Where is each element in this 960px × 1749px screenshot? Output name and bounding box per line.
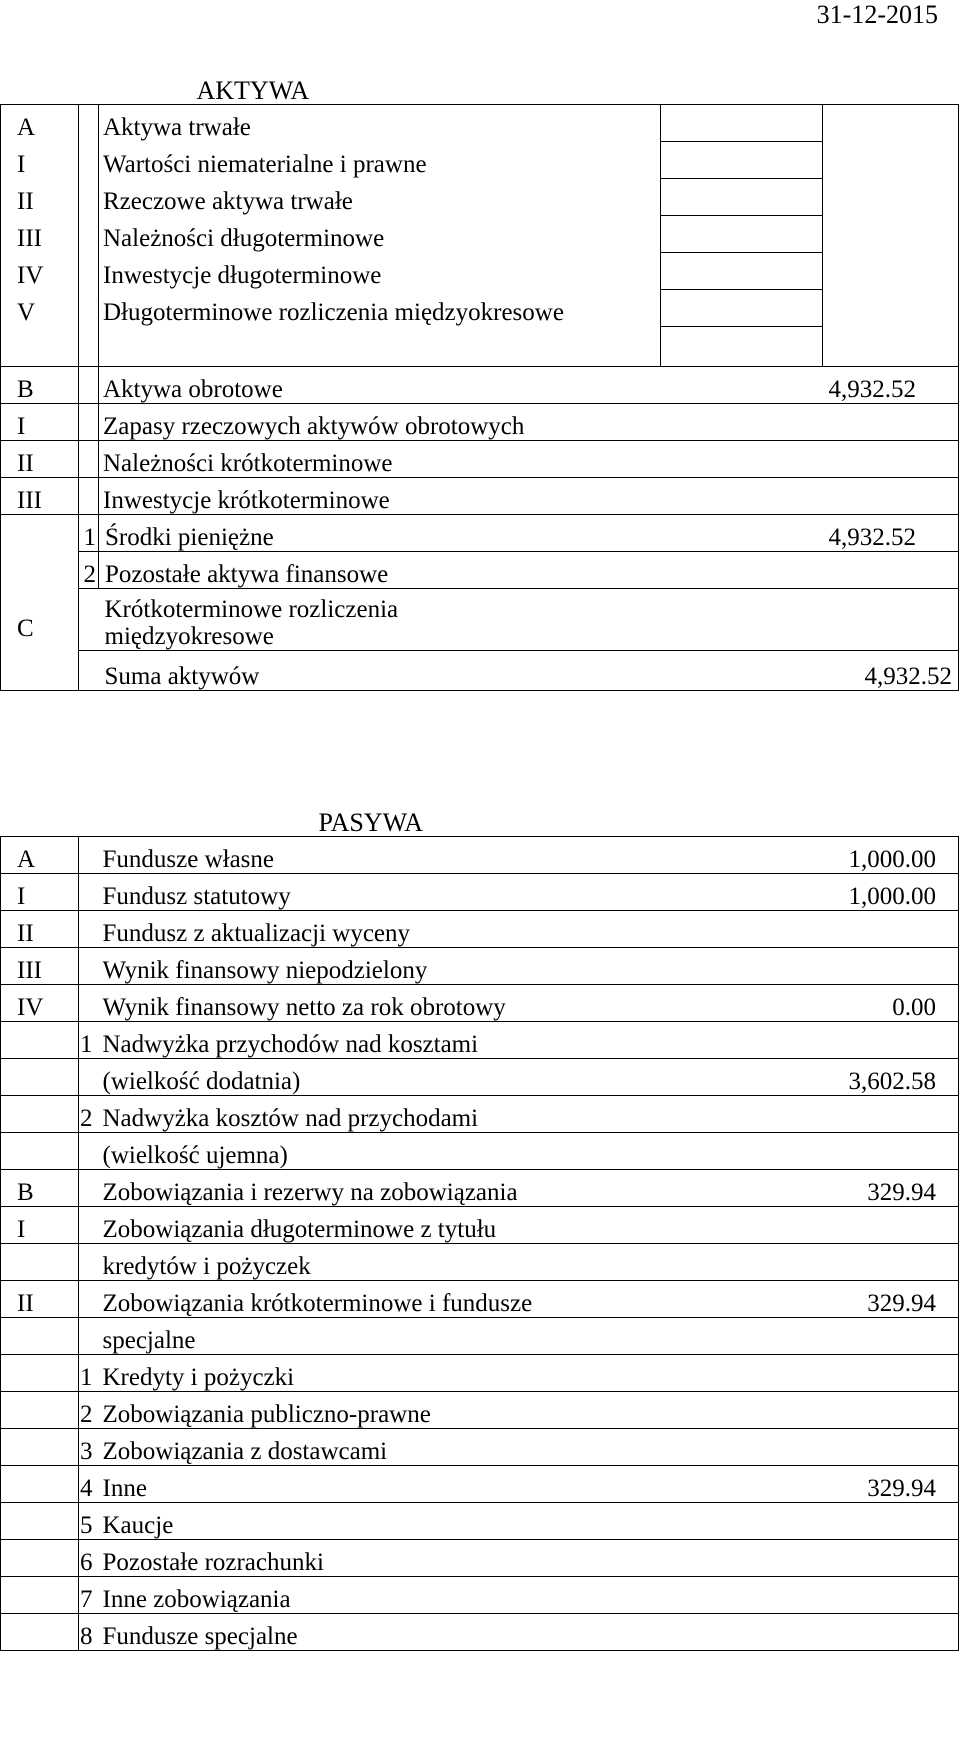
- table-row: [1, 910, 959, 947]
- row-code: B: [1, 1169, 79, 1206]
- table-row: [1, 873, 959, 910]
- row-value: [843, 984, 959, 1021]
- row-subnumber: 1: [79, 1021, 99, 1058]
- row-value: [843, 1317, 959, 1354]
- row-code: [1, 1465, 79, 1502]
- row-subnumber: 2: [79, 1095, 99, 1132]
- row-subnumber: 4: [79, 1465, 99, 1502]
- row-value: [661, 403, 959, 440]
- table-row: [1, 1391, 959, 1428]
- row-code: [1, 1502, 79, 1539]
- row-value: [661, 252, 823, 289]
- pasywa-title: PASYWA: [318, 807, 424, 836]
- row-value-text: 329.94: [867, 1289, 936, 1317]
- row-subnumber: [79, 1058, 99, 1095]
- row-value: [661, 588, 959, 650]
- table-row: [1, 403, 959, 440]
- row-label: Pozostałe aktywa finansowe: [99, 551, 661, 588]
- row-subnumber: [79, 1243, 99, 1280]
- row-value: [843, 1169, 959, 1206]
- row-value-text: 3,602.58: [848, 1067, 936, 1095]
- row-label: Fundusze własne: [99, 836, 843, 873]
- row-code: A: [1, 836, 79, 873]
- row-value: [843, 1280, 959, 1317]
- table-row: [1, 178, 959, 215]
- row-value: [661, 289, 823, 326]
- row-subnumber: 3: [79, 1428, 99, 1465]
- row-value: [661, 178, 823, 215]
- row-label: Kredyty i pożyczki: [99, 1354, 843, 1391]
- row-subnumber: 1: [79, 514, 99, 551]
- total-value: 4,932.52: [661, 650, 959, 690]
- row-value: [661, 141, 823, 178]
- row-value: [843, 1428, 959, 1465]
- row-value: [843, 1058, 959, 1095]
- row-label: Rzeczowe aktywa trwałe: [99, 178, 661, 215]
- table-row: [1, 252, 959, 289]
- row-value: [843, 1465, 959, 1502]
- row-code: V: [1, 289, 79, 326]
- row-label: Inwestycje długoterminowe: [99, 252, 661, 289]
- row-value: 4,932.52: [661, 366, 959, 403]
- row-label: Należności krótkoterminowe: [99, 440, 661, 477]
- row-label: Krótkoterminowe rozliczenia międzyokresowe: [99, 588, 661, 650]
- row-label: Wartości niematerialne i prawne: [99, 141, 661, 178]
- row-value: [843, 836, 959, 873]
- row-subnumber: [79, 836, 99, 873]
- row-value: [843, 1391, 959, 1428]
- row-code: III: [1, 947, 79, 984]
- table-row: [1, 836, 959, 873]
- table-row: [1, 1095, 959, 1132]
- row-code: III: [1, 477, 79, 514]
- row-value: [843, 1613, 959, 1650]
- aktywa-table: [0, 70, 959, 691]
- report-date: 31-12-2015: [816, 0, 938, 29]
- row-subnumber: 7: [79, 1576, 99, 1613]
- row-subnumber: 6: [79, 1539, 99, 1576]
- row-label: (wielkość ujemna): [99, 1132, 843, 1169]
- row-code: [1, 1317, 79, 1354]
- row-label: (wielkość dodatnia): [99, 1058, 843, 1095]
- row-value: 4,932.52: [661, 514, 959, 551]
- row-label: Inne: [99, 1465, 843, 1502]
- row-subnumber: [79, 1206, 99, 1243]
- row-value: [661, 440, 959, 477]
- row-label: Zobowiązania z dostawcami: [99, 1428, 843, 1465]
- row-code: [1, 1354, 79, 1391]
- table-row: [1, 1206, 959, 1243]
- row-value: [843, 1206, 959, 1243]
- table-row: [1, 1613, 959, 1650]
- table-row: [1, 289, 959, 326]
- row-label: Środki pieniężne: [99, 514, 661, 551]
- row-code: II: [1, 178, 79, 215]
- row-subnumber: 2: [79, 1391, 99, 1428]
- row-value: [843, 1243, 959, 1280]
- row-value: [843, 1132, 959, 1169]
- row-subnumber: [79, 1132, 99, 1169]
- row-label: Nadwyżka przychodów nad kosztami: [99, 1021, 843, 1058]
- row-label: Zobowiązania długoterminowe z tytułu: [99, 1206, 843, 1243]
- row-value-text: 329.94: [867, 1178, 936, 1206]
- row-subnumber: 1: [79, 1354, 99, 1391]
- table-row: [1, 588, 959, 650]
- pasywa-table: [0, 796, 959, 1651]
- row-subnumber: 5: [79, 1502, 99, 1539]
- table-row: [1, 1317, 959, 1354]
- table-row: [1, 440, 959, 477]
- row-label: kredytów i pożyczek: [99, 1243, 843, 1280]
- row-code: I: [1, 403, 79, 440]
- table-row: [1, 1465, 959, 1502]
- row-code: [1, 551, 79, 588]
- row-value: [843, 1021, 959, 1058]
- row-label: Inne zobowiązania: [99, 1576, 843, 1613]
- row-code: B: [1, 366, 79, 403]
- row-label: Pozostałe rozrachunki: [99, 1539, 843, 1576]
- table-row: [1, 215, 959, 252]
- row-subnumber: [79, 910, 99, 947]
- row-value: [843, 873, 959, 910]
- row-subnumber: [79, 1280, 99, 1317]
- row-value-text: 329.94: [867, 1474, 936, 1502]
- table-row: [1, 1280, 959, 1317]
- row-value: [843, 1576, 959, 1613]
- row-subnumber: [79, 1317, 99, 1354]
- table-row: [1, 1539, 959, 1576]
- row-subnumber: [79, 1169, 99, 1206]
- row-label: Inwestycje krótkoterminowe: [99, 477, 661, 514]
- row-label: Długoterminowe rozliczenia międzyokresowe: [99, 289, 661, 326]
- row-code: IV: [1, 984, 79, 1021]
- row-value-text: 1,000.00: [848, 845, 936, 873]
- row-label: Wynik finansowy niepodzielony: [99, 947, 843, 984]
- table-row: [1, 1576, 959, 1613]
- total-label: Suma aktywów: [99, 650, 661, 690]
- row-value: [661, 104, 823, 141]
- table-row: [1, 947, 959, 984]
- row-label: Zobowiązania publiczno-prawne: [99, 1391, 843, 1428]
- row-value-text: 0.00: [892, 993, 936, 1021]
- row-code: IV: [1, 252, 79, 289]
- row-subnumber: [79, 947, 99, 984]
- row-value: [843, 910, 959, 947]
- row-code: [1, 1391, 79, 1428]
- row-subnumber: [79, 984, 99, 1021]
- row-code: [1, 1613, 79, 1650]
- row-label: Fundusz z aktualizacji wyceny: [99, 910, 843, 947]
- row-value-text: 1,000.00: [848, 882, 936, 910]
- table-row: [1, 366, 959, 403]
- row-label: Fundusze specjalne: [99, 1613, 843, 1650]
- row-subnumber: 8: [79, 1613, 99, 1650]
- row-value: [843, 1354, 959, 1391]
- row-code: C: [1, 588, 79, 650]
- row-label: Nadwyżka kosztów nad przychodami: [99, 1095, 843, 1132]
- row-subnumber: [79, 873, 99, 910]
- table-row: [1, 1132, 959, 1169]
- row-code: [1, 1058, 79, 1095]
- row-code: II: [1, 1280, 79, 1317]
- row-label: Zobowiązania krótkoterminowe i fundusze: [99, 1280, 843, 1317]
- row-value: [843, 947, 959, 984]
- row-label: specjalne: [99, 1317, 843, 1354]
- row-code: [1, 1095, 79, 1132]
- row-code: II: [1, 910, 79, 947]
- row-label: Aktywa obrotowe: [99, 366, 661, 403]
- table-row: [1, 1021, 959, 1058]
- row-code: [1, 1243, 79, 1280]
- row-code: II: [1, 440, 79, 477]
- row-code: [1, 1576, 79, 1613]
- row-subnumber: 2: [79, 551, 99, 588]
- row-value: [661, 215, 823, 252]
- row-code: I: [1, 1206, 79, 1243]
- table-row: [1, 551, 959, 588]
- table-row: [1, 984, 959, 1021]
- row-value: [843, 1539, 959, 1576]
- table-row: [1, 477, 959, 514]
- row-label: Kaucje: [99, 1502, 843, 1539]
- table-row: [1, 1428, 959, 1465]
- row-label: Należności długoterminowe: [99, 215, 661, 252]
- row-code: [1, 1021, 79, 1058]
- table-row: [1, 141, 959, 178]
- table-row: [1, 1169, 959, 1206]
- row-value: [661, 477, 959, 514]
- table-row: [1, 1502, 959, 1539]
- row-label: Aktywa trwałe: [99, 104, 661, 141]
- row-code: [1, 1539, 79, 1576]
- spacer-row: [1, 326, 959, 366]
- row-value: [661, 551, 959, 588]
- table-row: [1, 1243, 959, 1280]
- row-code: I: [1, 141, 79, 178]
- row-code: [1, 1132, 79, 1169]
- total-row: [1, 650, 959, 690]
- aktywa-title: AKTYWA: [196, 75, 310, 104]
- row-label: Fundusz statutowy: [99, 873, 843, 910]
- row-code: [1, 514, 79, 551]
- table-row: [1, 104, 959, 141]
- row-value: [843, 1095, 959, 1132]
- row-label: Zobowiązania i rezerwy na zobowiązania: [99, 1169, 843, 1206]
- table-row: [1, 514, 959, 551]
- table-row: [1, 1354, 959, 1391]
- row-code: I: [1, 873, 79, 910]
- row-code: III: [1, 215, 79, 252]
- row-label: Wynik finansowy netto za rok obrotowy: [99, 984, 843, 1021]
- row-code: A: [1, 104, 79, 141]
- table-row: [1, 1058, 959, 1095]
- row-value: [843, 1502, 959, 1539]
- row-code: [1, 1428, 79, 1465]
- row-label: Zapasy rzeczowych aktywów obrotowych: [99, 403, 661, 440]
